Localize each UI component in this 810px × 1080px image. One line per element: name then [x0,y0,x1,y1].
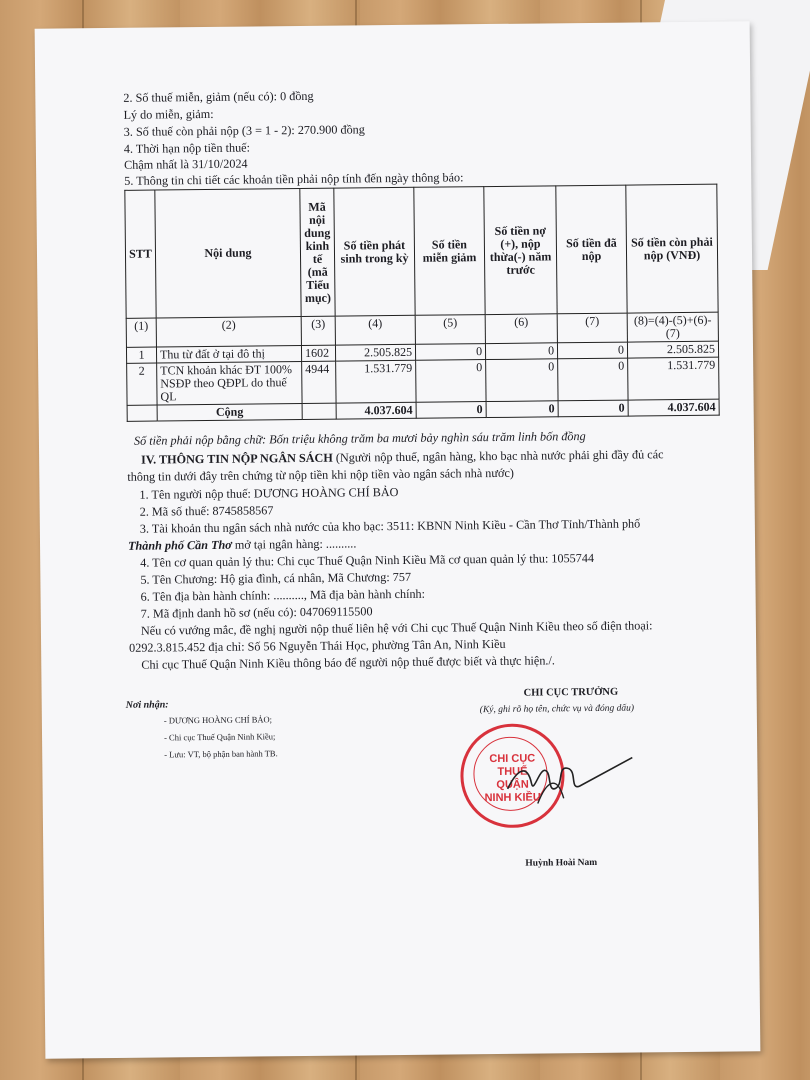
row2-content: TCN khoản khác ĐT 100% NSĐP theo QĐPL do thuế QL [157,361,302,405]
tax-code: 2. Mã số thuế: 8745858567 [139,503,274,519]
row1-remaining: 2.505.825 [627,341,718,358]
table-row [127,357,719,405]
recipient-item: - Chi cục Thuế Quận Ninh Kiều; [164,731,276,743]
table-header-row [125,184,718,318]
row1-arising: 2.505.825 [335,344,415,361]
admin-area: 6. Tên địa bàn hành chính: .........., Mã địa bàn hành chính: [140,586,426,604]
colnum-3: (3) [301,316,335,345]
header-paid: Số tiền đã nộp [556,185,627,314]
row2-debt: 0 [486,359,558,402]
header-exempt: Số tiền miễn giảm [414,187,485,316]
row1-stt: 1 [126,347,156,363]
city-name: Thành phố Cần Thơ [127,537,232,553]
treasury-bank-line [128,536,356,553]
colnum-8: (8)=(4)-(5)+(6)-(7) [627,312,718,342]
row2-exempt: 0 [416,360,486,403]
section4-heading-line [141,447,663,467]
section4-title: IV. THÔNG TIN NỘP NGÂN SÁCH [141,450,333,467]
total-exempt: 0 [416,402,486,419]
taxpayer-name: 1. Tên người nộp thuế: DƯƠNG HOÀNG CHÍ BẢO [139,484,399,502]
total-label: Cộng [157,403,302,421]
row1-code: 1602 [301,345,335,361]
row2-stt: 2 [127,363,157,405]
amount-in-words: Số tiền phải nộp bằng chữ: Bốn triệu không trăm ba mươi bảy nghìn sáu trăm linh bốn đồng [133,429,586,448]
chapter-name: 5. Tên Chương: Hộ gia đình, cá nhân, Mã Chương: 757 [140,569,412,587]
header-arising: Số tiền phát sinh trong kỳ [334,187,415,316]
deadline-label: 4. Thời hạn nộp tiền thuế: [123,140,251,156]
deadline-date: Chậm nhất là 31/10/2024 [123,156,248,172]
contact-line-1: Nếu có vướng mắc, đề nghị người nộp thuế liên hệ với Chi cục Thuế Quận Ninh Kiều theo số điện thoại: [140,618,653,638]
section4-intro-1: (Người nộp thuế, ngân hàng, kho bạc nhà nước phải ghi đầy đủ các [335,447,664,465]
colnum-5: (5) [415,315,485,345]
record-id: 7. Mã định danh hồ sơ (nếu có): 047069115500 [140,604,373,621]
row2-paid: 0 [558,358,628,401]
recipient-item: - Lưu: VT, bộ phận ban hành TB. [164,748,278,760]
signature-mark [497,748,638,819]
row2-arising: 1.531.779 [336,360,416,403]
header-stt: STT [125,190,156,318]
exemption-reason-line: Lý do miễn, giảm: [123,106,214,122]
exemption-amount-line: 2. Số thuế miễn, giảm (nếu có): 0 đồng [123,88,314,105]
row1-exempt: 0 [415,344,485,361]
row1-content: Thu từ đất ở tại đô thị [156,345,301,363]
total-remaining: 4.037.604 [628,399,719,416]
section4-intro-2: thông tin dưới đây trên chứng từ nộp tiền khi nộp tiền vào ngân sách nhà nước) [127,465,514,484]
header-code: Mã nội dung kinh tế (mã Tiểu mục) [300,188,335,316]
bank-text: mở tại ngân hàng: .......... [231,536,357,552]
colnum-4: (4) [335,315,415,345]
recipient-item: - DƯƠNG HOÀNG CHÍ BẢO; [163,714,273,726]
total-arising: 4.037.604 [336,402,416,419]
row2-code: 4944 [302,361,336,403]
managing-agency: 4. Tên cơ quan quản lý thu: Chi cục Thuế Quận Ninh Kiều Mã cơ quan quản lý thu: 1055744 [140,550,595,570]
treasury-account: 3. Tài khoản thu ngân sách nhà nước của kho bạc: 3511: KBNN Ninh Kiều - Cần Thơ Tỉnh/Thành phố [139,516,641,536]
remaining-tax-line: 3. Số thuế còn phải nộp (3 = 1 - 2): 270.900 đồng [123,122,365,139]
colnum-2: (2) [156,316,301,347]
colnum-6: (6) [485,314,557,344]
header-remaining: Số tiền còn phải nộp (VNĐ) [626,184,718,313]
tax-detail-table [124,184,719,422]
header-content: Nội dung [155,189,301,319]
signatory-name: Huỳnh Hoài Nam [525,857,598,869]
closing-line: Chi cục Thuế Quận Ninh Kiều thông báo để người nộp thuế được biết và thực hiện./. [141,653,555,672]
total-paid: 0 [558,400,628,417]
recipients-title: Nơi nhận: [125,699,169,711]
signatory-note: (Ký, ghi rõ họ tên, chức vụ và đóng dấu) [479,703,635,716]
stamp-center-text: CHI CỤC THUẾ QUẬN NINH KIỀU [484,752,541,805]
tax-notice-page [35,21,761,1058]
row1-paid: 0 [557,342,627,359]
contact-line-2: 0292.3.815.452 địa chỉ: Số 56 Nguyễn Thái Học, phường Tân An, Ninh Kiều [129,636,506,655]
detail-heading: 5. Thông tin chi tiết các khoản tiền phải nộp tính đến ngày thông báo: [124,170,464,188]
row1-debt: 0 [485,343,557,360]
colnum-7: (7) [557,313,627,343]
header-debt: Số tiền nợ (+), nộp thừa(-) năm trước [484,186,557,315]
colnum-1: (1) [126,318,156,347]
total-debt: 0 [486,401,558,418]
signatory-title: CHI CỤC TRƯỞNG [523,686,619,699]
row2-remaining: 1.531.779 [628,357,719,400]
